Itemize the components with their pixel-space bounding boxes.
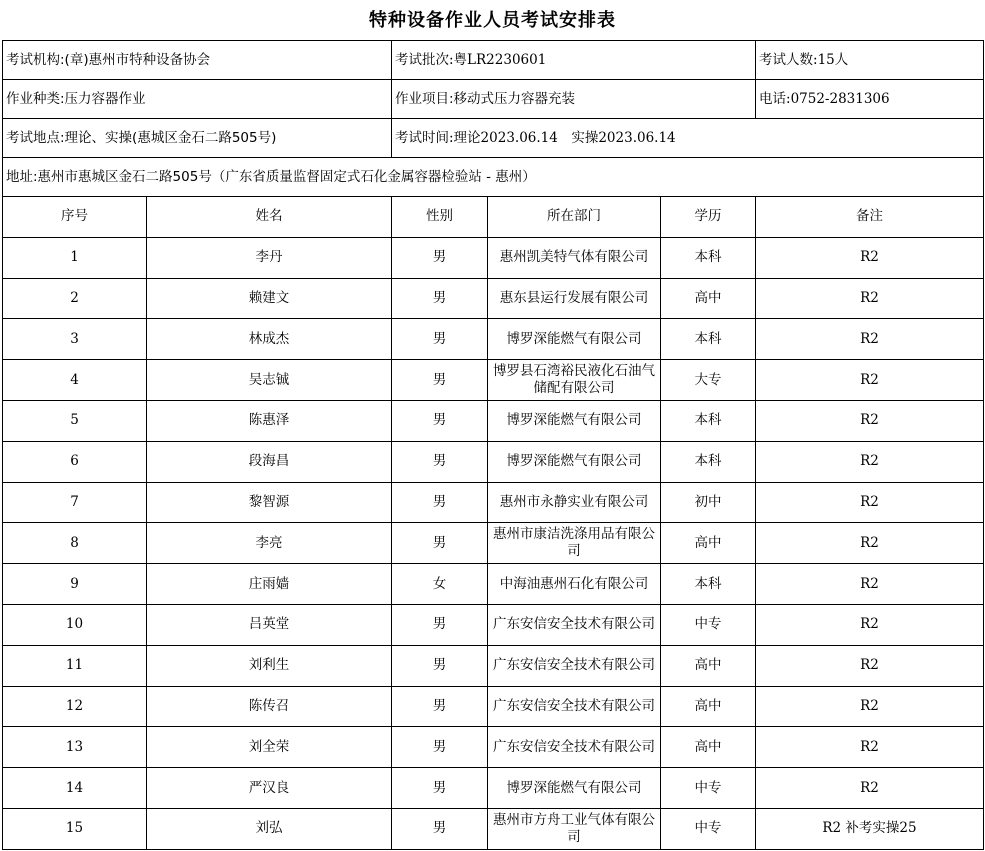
row-gender: 男 xyxy=(392,645,488,686)
exam-batch: 考试批次:粤LR2230601 xyxy=(392,41,756,80)
row-edu: 高中 xyxy=(661,686,756,727)
header-gender: 性别 xyxy=(392,197,488,238)
row-gender: 男 xyxy=(392,319,488,360)
table-row xyxy=(3,441,984,482)
row-dept: 惠东县运行发展有限公司 xyxy=(488,278,661,319)
row-no: 10 xyxy=(3,604,147,645)
row-dept: 广东安信安全技术有限公司 xyxy=(488,645,661,686)
row-edu: 大专 xyxy=(661,360,756,401)
address: 地址:惠州市惠城区金石二路505号（广东省质量监督固定式石化金属容器检验站 - 惠州） xyxy=(3,158,984,197)
row-no: 6 xyxy=(3,441,147,482)
row-note: R2 xyxy=(756,482,984,523)
row-note: R2 xyxy=(756,237,984,278)
row-edu: 中专 xyxy=(661,768,756,809)
row-dept: 博罗县石湾裕民液化石油气储配有限公司 xyxy=(488,360,661,401)
row-name: 吕英堂 xyxy=(147,604,392,645)
row-dept: 博罗深能燃气有限公司 xyxy=(488,400,661,441)
row-no: 3 xyxy=(3,319,147,360)
row-dept: 广东安信安全技术有限公司 xyxy=(488,686,661,727)
row-no: 15 xyxy=(3,808,147,849)
table-row xyxy=(3,645,984,686)
row-dept: 广东安信安全技术有限公司 xyxy=(488,604,661,645)
exam-schedule-table xyxy=(2,40,984,850)
row-gender: 女 xyxy=(392,564,488,605)
row-gender: 男 xyxy=(392,727,488,768)
table-row xyxy=(3,360,984,401)
row-note: R2 xyxy=(756,278,984,319)
phone: 电话:0752-2831306 xyxy=(756,80,984,119)
row-name: 段海昌 xyxy=(147,441,392,482)
row-gender: 男 xyxy=(392,482,488,523)
row-name: 黎智源 xyxy=(147,482,392,523)
row-note: R2 xyxy=(756,523,984,564)
row-gender: 男 xyxy=(392,808,488,849)
row-no: 5 xyxy=(3,400,147,441)
row-edu: 中专 xyxy=(661,604,756,645)
row-name: 李亮 xyxy=(147,523,392,564)
row-note: R2 xyxy=(756,564,984,605)
table-row xyxy=(3,727,984,768)
row-edu: 本科 xyxy=(661,237,756,278)
row-no: 11 xyxy=(3,645,147,686)
exam-org: 考试机构:(章)惠州市特种设备协会 xyxy=(3,41,392,80)
row-no: 2 xyxy=(3,278,147,319)
row-dept: 中海油惠州石化有限公司 xyxy=(488,564,661,605)
info-row-4 xyxy=(3,158,984,197)
table-row xyxy=(3,237,984,278)
row-edu: 本科 xyxy=(661,564,756,605)
page-title: 特种设备作业人员考试安排表 xyxy=(369,10,616,31)
row-no: 13 xyxy=(3,727,147,768)
row-note: R2 xyxy=(756,768,984,809)
row-note: R2 xyxy=(756,727,984,768)
row-name: 刘全荣 xyxy=(147,727,392,768)
row-dept: 惠州市康洁洗涤用品有限公司 xyxy=(488,523,661,564)
row-edu: 高中 xyxy=(661,278,756,319)
info-row-2 xyxy=(3,80,984,119)
row-gender: 男 xyxy=(392,686,488,727)
header-dept: 所在部门 xyxy=(488,197,661,238)
row-name: 严汉良 xyxy=(147,768,392,809)
row-dept: 博罗深能燃气有限公司 xyxy=(488,319,661,360)
row-note: R2 xyxy=(756,400,984,441)
row-gender: 男 xyxy=(392,604,488,645)
work-item: 作业项目:移动式压力容器充装 xyxy=(392,80,756,119)
row-edu: 本科 xyxy=(661,319,756,360)
row-dept: 惠州市方舟工业气体有限公司 xyxy=(488,808,661,849)
row-name: 赖建文 xyxy=(147,278,392,319)
table-row xyxy=(3,278,984,319)
header-name: 姓名 xyxy=(147,197,392,238)
row-no: 12 xyxy=(3,686,147,727)
info-row-3 xyxy=(3,119,984,158)
table-row xyxy=(3,768,984,809)
row-dept: 博罗深能燃气有限公司 xyxy=(488,768,661,809)
row-edu: 本科 xyxy=(661,441,756,482)
row-gender: 男 xyxy=(392,523,488,564)
work-type: 作业种类:压力容器作业 xyxy=(3,80,392,119)
row-no: 7 xyxy=(3,482,147,523)
row-edu: 本科 xyxy=(661,400,756,441)
row-no: 8 xyxy=(3,523,147,564)
row-name: 刘利生 xyxy=(147,645,392,686)
row-note: R2 补考实操25 xyxy=(756,808,984,849)
row-gender: 男 xyxy=(392,360,488,401)
row-note: R2 xyxy=(756,645,984,686)
row-edu: 高中 xyxy=(661,645,756,686)
header-no: 序号 xyxy=(3,197,147,238)
row-name: 林成杰 xyxy=(147,319,392,360)
table-row xyxy=(3,400,984,441)
row-gender: 男 xyxy=(392,278,488,319)
exam-count: 考试人数:15人 xyxy=(756,41,984,80)
table-row xyxy=(3,808,984,849)
header-note: 备注 xyxy=(756,197,984,238)
row-name: 刘弘 xyxy=(147,808,392,849)
row-name: 李丹 xyxy=(147,237,392,278)
row-gender: 男 xyxy=(392,400,488,441)
row-note: R2 xyxy=(756,360,984,401)
info-row-1 xyxy=(3,41,984,80)
row-dept: 惠州凯美特气体有限公司 xyxy=(488,237,661,278)
row-dept: 博罗深能燃气有限公司 xyxy=(488,441,661,482)
exam-time: 考试时间:理论2023.06.14 实操2023.06.14 xyxy=(392,119,984,158)
table-row xyxy=(3,319,984,360)
row-note: R2 xyxy=(756,319,984,360)
row-note: R2 xyxy=(756,441,984,482)
row-edu: 中专 xyxy=(661,808,756,849)
row-no: 4 xyxy=(3,360,147,401)
row-no: 1 xyxy=(3,237,147,278)
row-edu: 高中 xyxy=(661,523,756,564)
table-row xyxy=(3,523,984,564)
row-name: 陈惠泽 xyxy=(147,400,392,441)
row-name: 陈传召 xyxy=(147,686,392,727)
row-gender: 男 xyxy=(392,441,488,482)
row-gender: 男 xyxy=(392,237,488,278)
table-header-row xyxy=(3,197,984,238)
row-no: 14 xyxy=(3,768,147,809)
row-edu: 初中 xyxy=(661,482,756,523)
row-note: R2 xyxy=(756,686,984,727)
table-row xyxy=(3,686,984,727)
exam-place: 考试地点:理论、实操(惠城区金石二路505号) xyxy=(3,119,392,158)
row-name: 庄雨嫱 xyxy=(147,564,392,605)
table-row xyxy=(3,482,984,523)
row-dept: 广东安信安全技术有限公司 xyxy=(488,727,661,768)
table-row xyxy=(3,604,984,645)
table-row xyxy=(3,564,984,605)
row-gender: 男 xyxy=(392,768,488,809)
row-no: 9 xyxy=(3,564,147,605)
header-edu: 学历 xyxy=(661,197,756,238)
row-name: 吴志铖 xyxy=(147,360,392,401)
row-note: R2 xyxy=(756,604,984,645)
row-edu: 高中 xyxy=(661,727,756,768)
row-dept: 惠州市永静实业有限公司 xyxy=(488,482,661,523)
